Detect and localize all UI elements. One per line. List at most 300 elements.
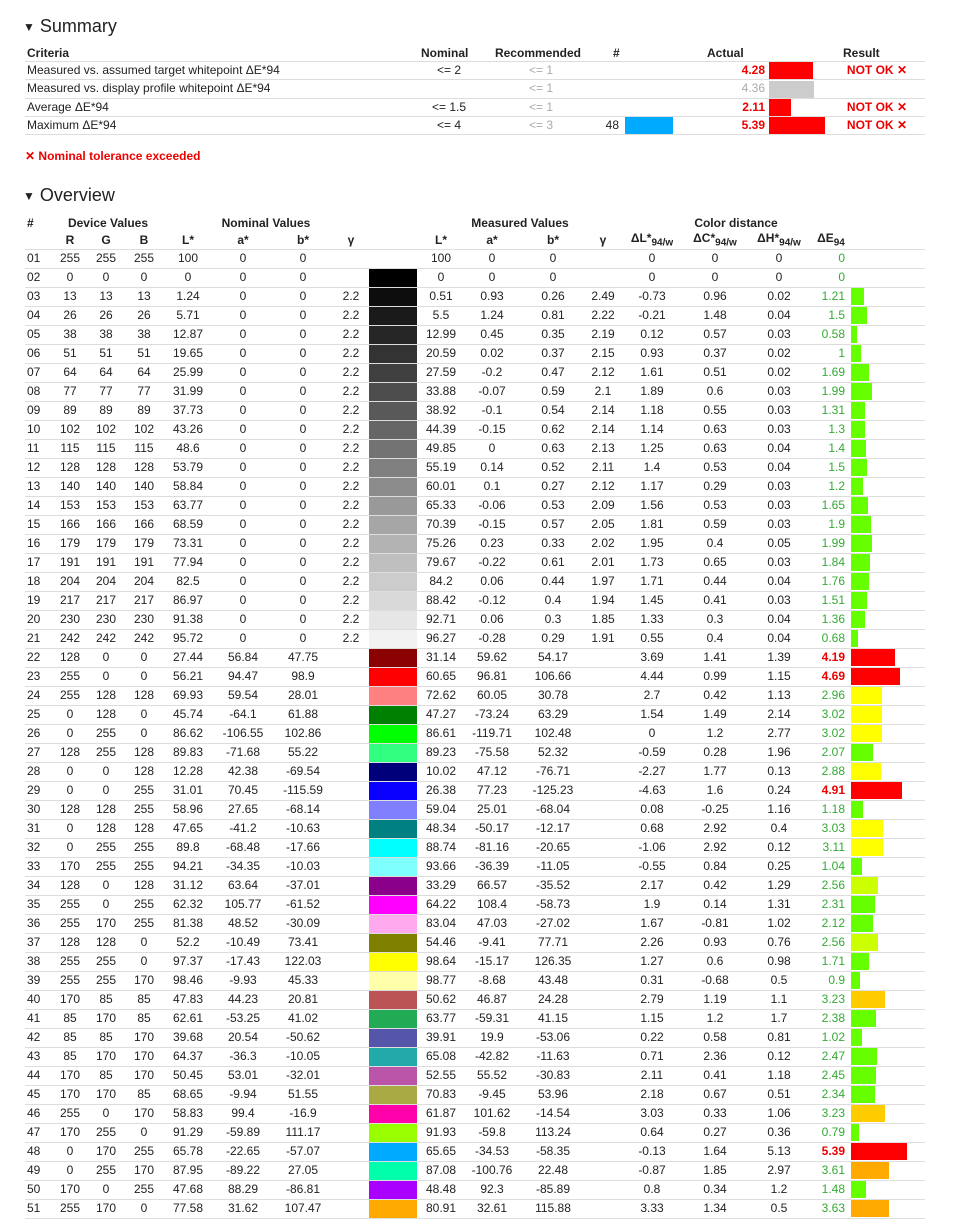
value-cell (333, 1180, 369, 1199)
value-cell: -8.68 (463, 971, 521, 990)
delta-e-bar (851, 440, 866, 457)
value-cell: 170 (53, 1180, 87, 1199)
value-cell: 43.48 (521, 971, 585, 990)
value-cell: 79.67 (419, 553, 463, 572)
patch-index: 08 (25, 382, 53, 401)
delta-e-bar-cell (851, 363, 925, 382)
value-cell: 0.53 (521, 496, 585, 515)
value-cell (585, 1104, 621, 1123)
value-cell: 0.12 (747, 838, 811, 857)
value-cell: 1.94 (585, 591, 621, 610)
value-cell: 44.39 (419, 420, 463, 439)
value-cell: 1.67 (621, 914, 683, 933)
delta-e-value: 0.9 (811, 971, 851, 990)
color-swatch-cell (369, 857, 419, 876)
overview-group-header-row: # Device Values Nominal Values Measured Values Color distance (25, 214, 925, 231)
value-cell: -85.89 (521, 1180, 585, 1199)
value-cell: 0.1 (463, 477, 521, 496)
value-cell: 2.97 (747, 1161, 811, 1180)
value-cell: 91.29 (163, 1123, 213, 1142)
delta-e-value: 1.36 (811, 610, 851, 629)
value-cell: 2.22 (585, 306, 621, 325)
value-cell: 48.52 (213, 914, 273, 933)
value-cell: 102 (53, 420, 87, 439)
value-cell: 77 (125, 382, 163, 401)
value-cell: 41.15 (521, 1009, 585, 1028)
patch-index: 32 (25, 838, 53, 857)
color-swatch-cell (369, 363, 419, 382)
value-cell (585, 857, 621, 876)
patch-index: 30 (25, 800, 53, 819)
value-cell: -36.3 (213, 1047, 273, 1066)
value-cell: 0 (621, 724, 683, 743)
delta-header-dL: $\Delta L*_{94/w}$ (630, 231, 674, 249)
value-cell: -0.55 (621, 857, 683, 876)
patch-index: 21 (25, 629, 53, 648)
value-cell: 0 (683, 249, 747, 268)
value-cell: 2.7 (621, 686, 683, 705)
value-cell: 20.54 (213, 1028, 273, 1047)
value-cell (333, 952, 369, 971)
delta-e-bar-cell (851, 249, 925, 268)
delta-e-bar (851, 307, 867, 324)
patch-index: 23 (25, 667, 53, 686)
value-cell: -9.45 (463, 1085, 521, 1104)
value-cell: 0 (273, 496, 333, 515)
table-row (25, 268, 925, 287)
delta-e-bar-cell (851, 1199, 925, 1218)
value-cell: 0.36 (747, 1123, 811, 1142)
delta-e-value: 3.03 (811, 819, 851, 838)
value-cell (585, 952, 621, 971)
value-cell: 140 (87, 477, 125, 496)
value-cell: 55.19 (419, 458, 463, 477)
delta-e-bar (851, 649, 895, 666)
value-cell: 170 (125, 1047, 163, 1066)
value-cell: 0.51 (683, 363, 747, 382)
delta-e-value: 1.99 (811, 534, 851, 553)
value-cell: 0.41 (683, 591, 747, 610)
nominal-header: Nominal (421, 46, 469, 60)
value-cell: 0.6 (683, 382, 747, 401)
patch-index: 03 (25, 287, 53, 306)
table-row (25, 363, 925, 382)
delta-e-value: 1.5 (811, 306, 851, 325)
value-cell: 0 (213, 306, 273, 325)
actual-value: 4.36 (705, 80, 767, 98)
value-cell: 0.3 (683, 610, 747, 629)
recommended-cell: <= 3 (479, 116, 583, 134)
value-cell: 0.03 (747, 553, 811, 572)
value-cell: 1.48 (683, 306, 747, 325)
value-cell: -53.25 (213, 1009, 273, 1028)
value-cell: 2.79 (621, 990, 683, 1009)
value-cell: 54.17 (521, 648, 585, 667)
value-cell: -0.59 (621, 743, 683, 762)
delta-e-bar-cell (851, 990, 925, 1009)
value-cell: -69.54 (273, 762, 333, 781)
value-cell: -10.63 (273, 819, 333, 838)
value-cell: -12.17 (521, 819, 585, 838)
delta-e-value: 0.68 (811, 629, 851, 648)
value-cell: 0 (87, 781, 125, 800)
value-cell: 0 (53, 781, 87, 800)
value-cell: 0 (213, 610, 273, 629)
value-cell: 61.87 (419, 1104, 463, 1123)
actual-bar (769, 81, 814, 98)
value-cell: 0.93 (463, 287, 521, 306)
value-cell: 2.01 (585, 553, 621, 572)
delta-e-bar (851, 383, 872, 400)
value-cell: -2.27 (621, 762, 683, 781)
value-cell: 0 (125, 1123, 163, 1142)
value-cell: 0.53 (683, 458, 747, 477)
value-cell: 0 (53, 819, 87, 838)
value-cell: -10.03 (273, 857, 333, 876)
value-cell: 0.02 (747, 363, 811, 382)
value-cell: 5.13 (747, 1142, 811, 1161)
value-cell: 47.68 (163, 1180, 213, 1199)
overview-table (25, 214, 925, 1218)
table-row (25, 686, 925, 705)
value-cell: 0.42 (683, 686, 747, 705)
value-cell: 170 (125, 1066, 163, 1085)
value-cell (585, 800, 621, 819)
delta-e-bar-cell (851, 439, 925, 458)
value-cell: -68.48 (213, 838, 273, 857)
value-cell: 31.14 (419, 648, 463, 667)
delta-e-value: 3.11 (811, 838, 851, 857)
color-swatch (369, 953, 417, 971)
color-swatch-cell (369, 344, 419, 363)
table-row (25, 572, 925, 591)
color-swatch-cell (369, 971, 419, 990)
delta-e-bar (851, 915, 873, 932)
value-cell: -15.17 (463, 952, 521, 971)
value-cell: 0.37 (683, 344, 747, 363)
value-cell: 68.59 (163, 515, 213, 534)
color-swatch-cell (369, 420, 419, 439)
value-cell: 0 (273, 572, 333, 591)
value-cell: 63.64 (213, 876, 273, 895)
delta-e-bar-cell (851, 1009, 925, 1028)
value-cell: 230 (53, 610, 87, 629)
value-cell (333, 268, 369, 287)
delta-e-bar (851, 345, 861, 362)
value-cell: 1.6 (683, 781, 747, 800)
color-swatch (369, 497, 417, 515)
patch-index: 48 (25, 1142, 53, 1161)
delta-e-value: 1.99 (811, 382, 851, 401)
criteria-header: Criteria (27, 46, 70, 60)
measured-values-header: Measured Values (471, 215, 569, 230)
value-cell: 1.27 (621, 952, 683, 971)
value-cell: 13 (125, 287, 163, 306)
value-cell: 2.92 (683, 819, 747, 838)
patch-index: 40 (25, 990, 53, 1009)
value-cell: 0.4 (683, 629, 747, 648)
value-cell (585, 1085, 621, 1104)
value-cell: -59.8 (463, 1123, 521, 1142)
value-cell: 2.2 (333, 458, 369, 477)
value-cell: 1.15 (621, 1009, 683, 1028)
delta-e-bar-cell (851, 1066, 925, 1085)
delta-e-value: 1.5 (811, 458, 851, 477)
value-cell: 255 (53, 971, 87, 990)
value-cell (585, 667, 621, 686)
value-cell: 1.19 (683, 990, 747, 1009)
value-cell: 0.02 (747, 287, 811, 306)
value-cell: 0.12 (621, 325, 683, 344)
value-cell: 0.28 (683, 743, 747, 762)
value-cell: 65.65 (419, 1142, 463, 1161)
color-swatch (369, 706, 417, 724)
value-cell: 0.03 (747, 591, 811, 610)
delta-e-bar-cell (851, 1104, 925, 1123)
value-cell: 128 (53, 743, 87, 762)
value-cell: 0.27 (683, 1123, 747, 1142)
value-cell: 1.2 (683, 724, 747, 743)
table-row (25, 781, 925, 800)
num-cell (583, 80, 705, 98)
delta-e-bar (851, 1105, 885, 1122)
value-cell: 54.46 (419, 933, 463, 952)
value-cell: 53.79 (163, 458, 213, 477)
value-cell (585, 838, 621, 857)
color-swatch (369, 1105, 417, 1123)
value-cell: 0 (273, 287, 333, 306)
value-cell: -68.04 (521, 800, 585, 819)
value-cell: 204 (125, 572, 163, 591)
value-cell: 255 (53, 1104, 87, 1123)
value-cell: 0 (273, 325, 333, 344)
value-cell: -76.71 (521, 762, 585, 781)
delta-e-bar (851, 1010, 876, 1027)
value-cell: 128 (87, 819, 125, 838)
value-cell: 96.27 (419, 629, 463, 648)
value-cell: 0.33 (521, 534, 585, 553)
value-cell (585, 648, 621, 667)
value-cell: -0.68 (683, 971, 747, 990)
value-cell: 1.9 (621, 895, 683, 914)
table-row (25, 458, 925, 477)
value-cell (585, 971, 621, 990)
delta-e-value: 2.38 (811, 1009, 851, 1028)
table-row (25, 591, 925, 610)
delta-e-value: 1.3 (811, 420, 851, 439)
delta-e-value: 3.02 (811, 705, 851, 724)
value-cell: 3.03 (621, 1104, 683, 1123)
value-cell: 87.95 (163, 1161, 213, 1180)
value-cell: 12.87 (163, 325, 213, 344)
value-cell: -11.05 (521, 857, 585, 876)
value-cell: 1.14 (621, 420, 683, 439)
num-cell (583, 98, 705, 116)
value-cell: 43.26 (163, 420, 213, 439)
delta-e-bar-cell (851, 648, 925, 667)
value-cell: -0.22 (463, 553, 521, 572)
value-cell: 170 (53, 1123, 87, 1142)
value-cell: 0.02 (463, 344, 521, 363)
value-cell (585, 1161, 621, 1180)
value-cell: 0.03 (747, 382, 811, 401)
color-swatch (369, 1181, 417, 1199)
value-cell: 170 (125, 1161, 163, 1180)
collapse-triangle-icon[interactable]: ▼ (23, 19, 35, 34)
value-cell: 51 (87, 344, 125, 363)
delta-e-bar-cell (851, 1085, 925, 1104)
value-cell: 2.12 (585, 477, 621, 496)
value-cell: 170 (53, 857, 87, 876)
summary-heading[interactable]: ▼ Summary (23, 16, 117, 36)
device-values-header: Device Values (67, 215, 149, 230)
value-cell: 31.12 (163, 876, 213, 895)
value-cell: 128 (125, 458, 163, 477)
value-cell: 2.09 (585, 496, 621, 515)
delta-e-value: 3.23 (811, 990, 851, 1009)
delta-e-bar-cell (851, 344, 925, 363)
value-cell (333, 667, 369, 686)
color-swatch-cell (369, 496, 419, 515)
table-row (25, 439, 925, 458)
value-cell: 255 (87, 724, 125, 743)
value-cell: 2.77 (747, 724, 811, 743)
value-cell: -59.31 (463, 1009, 521, 1028)
value-cell: -0.81 (683, 914, 747, 933)
patch-index: 16 (25, 534, 53, 553)
value-cell: 0.51 (419, 287, 463, 306)
delta-e-bar (851, 1029, 862, 1046)
value-cell: 255 (125, 1142, 163, 1161)
value-cell: 1.06 (747, 1104, 811, 1123)
value-cell (333, 1085, 369, 1104)
delta-e-bar (851, 820, 883, 837)
value-cell: 83.04 (419, 914, 463, 933)
value-cell: 255 (87, 743, 125, 762)
value-cell: 85 (87, 1028, 125, 1047)
value-cell: 0 (125, 705, 163, 724)
delta-e-bar (851, 877, 878, 894)
value-cell: 0 (747, 249, 811, 268)
value-cell: 170 (125, 1028, 163, 1047)
patch-index: 31 (25, 819, 53, 838)
color-swatch (369, 1162, 417, 1180)
value-cell (585, 895, 621, 914)
value-cell: 170 (87, 1199, 125, 1218)
value-cell: -50.62 (273, 1028, 333, 1047)
value-cell: 65.78 (163, 1142, 213, 1161)
value-cell: 255 (125, 857, 163, 876)
value-cell: 0.35 (521, 325, 585, 344)
value-cell: -10.05 (273, 1047, 333, 1066)
delta-e-bar (851, 1143, 907, 1160)
delta-e-bar-cell (851, 781, 925, 800)
value-cell: 0 (87, 1104, 125, 1123)
value-cell (585, 724, 621, 743)
value-cell: 58.83 (163, 1104, 213, 1123)
recommended-cell: <= 1 (479, 62, 583, 80)
value-cell: 242 (125, 629, 163, 648)
value-cell (333, 781, 369, 800)
delta-e-bar (851, 1048, 877, 1065)
patch-index: 39 (25, 971, 53, 990)
value-cell: 179 (125, 534, 163, 553)
value-cell: 0.33 (683, 1104, 747, 1123)
delta-e-bar-cell (851, 325, 925, 344)
patch-index: 46 (25, 1104, 53, 1123)
value-cell: 64.22 (419, 895, 463, 914)
patch-index: 07 (25, 363, 53, 382)
delta-e-value: 2.56 (811, 933, 851, 952)
value-cell: -11.63 (521, 1047, 585, 1066)
column-header: L* (182, 233, 194, 247)
value-cell: 0.61 (521, 553, 585, 572)
table-row (25, 610, 925, 629)
value-cell (333, 686, 369, 705)
color-swatch-cell (369, 477, 419, 496)
color-swatch-cell (369, 667, 419, 686)
delta-e-bar (851, 611, 865, 628)
value-cell: 0.64 (621, 1123, 683, 1142)
value-cell: 98.64 (419, 952, 463, 971)
delta-e-value: 2.31 (811, 895, 851, 914)
value-cell: 153 (53, 496, 87, 515)
value-cell: 64 (125, 363, 163, 382)
value-cell: 0 (273, 439, 333, 458)
actual-bar-cell (767, 116, 841, 134)
patch-index: 22 (25, 648, 53, 667)
value-cell (333, 838, 369, 857)
delta-e-bar (851, 554, 870, 571)
delta-e-bar-cell (851, 857, 925, 876)
value-cell: 1.18 (621, 401, 683, 420)
value-cell: 52.2 (163, 933, 213, 952)
column-header: b* (547, 233, 559, 247)
value-cell: 0.03 (747, 420, 811, 439)
value-cell: -75.58 (463, 743, 521, 762)
value-cell: 25.99 (163, 363, 213, 382)
table-row (25, 667, 925, 686)
value-cell: 0.58 (683, 1028, 747, 1047)
result-label: NOT OK (846, 99, 894, 114)
value-cell: 255 (53, 667, 87, 686)
value-cell: 82.5 (163, 572, 213, 591)
value-cell: -119.71 (463, 724, 521, 743)
table-row (25, 724, 925, 743)
value-cell: 0 (213, 534, 273, 553)
value-cell: 0 (273, 534, 333, 553)
value-cell: 102.86 (273, 724, 333, 743)
value-cell: 191 (125, 553, 163, 572)
value-cell: 2.92 (683, 838, 747, 857)
value-cell: 30.78 (521, 686, 585, 705)
value-cell: 26 (87, 306, 125, 325)
overview-heading[interactable]: ▼ Overview (23, 185, 115, 206)
value-cell: 255 (125, 781, 163, 800)
delta-e-bar-cell (851, 629, 925, 648)
collapse-triangle-icon[interactable]: ▼ (23, 188, 35, 203)
value-cell: 0.26 (521, 287, 585, 306)
value-cell: 20.59 (419, 344, 463, 363)
value-cell: 77.23 (463, 781, 521, 800)
delta-e-bar (851, 326, 857, 343)
delta-e-bar (851, 725, 882, 742)
value-cell (585, 249, 621, 268)
delta-e-value: 1.48 (811, 1180, 851, 1199)
delta-e-bar (851, 706, 882, 723)
value-cell: 0.06 (463, 610, 521, 629)
delta-e-bar-cell (851, 762, 925, 781)
